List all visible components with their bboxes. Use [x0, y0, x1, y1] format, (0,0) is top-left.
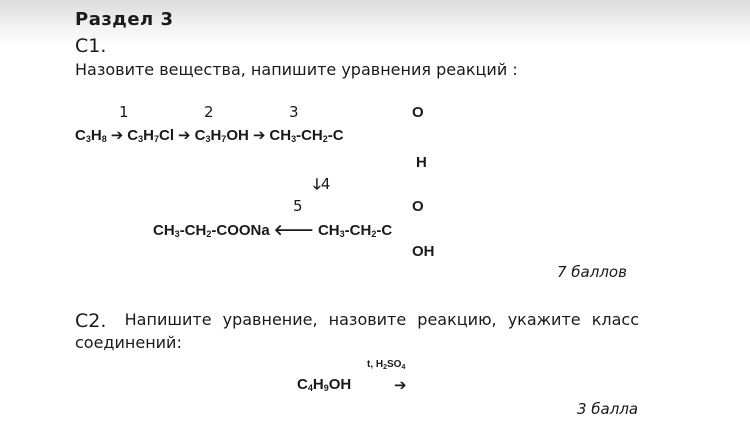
right-arrow-icon: ➔	[110, 126, 124, 144]
right-arrow-icon: ➔	[394, 376, 407, 394]
aldehyde-hydrogen: H	[416, 154, 427, 171]
c1-label: С1.	[75, 35, 107, 57]
aldehyde-formula: $CH_3-CH_2-C$	[269, 127, 344, 144]
c2-task-line-2: соединений:	[75, 333, 182, 352]
right-arrow-icon: ➔	[178, 126, 191, 144]
c3h7oh-formula: $C_3H_7OH$	[194, 127, 249, 144]
acid-oxygen: O	[412, 198, 424, 215]
c4h9oh-formula: $C_4H_9OH$	[297, 376, 352, 393]
step-number-1: 1	[119, 103, 129, 121]
c2-task-text: Напишите уравнение, назовите реакцию, укажите класс	[124, 310, 639, 329]
reaction-chain-row-1	[75, 126, 344, 144]
salt-formula: $CH_3-CH_2$-COONa	[153, 222, 270, 239]
c3h8-formula: $C_3H_8$	[75, 127, 107, 144]
c2-score: 3 балла	[577, 400, 639, 418]
step-number-5: 5	[293, 197, 303, 215]
reaction-conditions: t, $H_2SO_4$	[367, 359, 406, 371]
reaction-chain-row-2	[153, 220, 392, 239]
step-number-4: 4	[320, 175, 331, 193]
acid-hydroxyl: OH	[412, 243, 435, 260]
aldehyde-oxygen: O	[412, 104, 424, 121]
c2-label: С2.	[75, 310, 107, 332]
c3h7cl-formula: $C_3H_7Cl$	[127, 127, 175, 144]
step-number-2: 2	[204, 103, 214, 121]
step-number-3: 3	[289, 103, 299, 121]
c1-score: 7 баллов	[557, 263, 627, 281]
section-title: Раздел 3	[75, 9, 174, 30]
down-arrow-icon: 🡓	[313, 175, 321, 193]
c1-task: Назовите вещества, напишите уравнения реакций :	[75, 60, 518, 79]
c2-task-line-1	[75, 310, 639, 332]
acid-formula: $CH_3-CH_2-C$	[317, 222, 393, 239]
left-arrow-icon: 🡐	[273, 221, 314, 239]
right-arrow-icon: ➔	[252, 126, 266, 144]
step-4-marker	[313, 174, 330, 199]
